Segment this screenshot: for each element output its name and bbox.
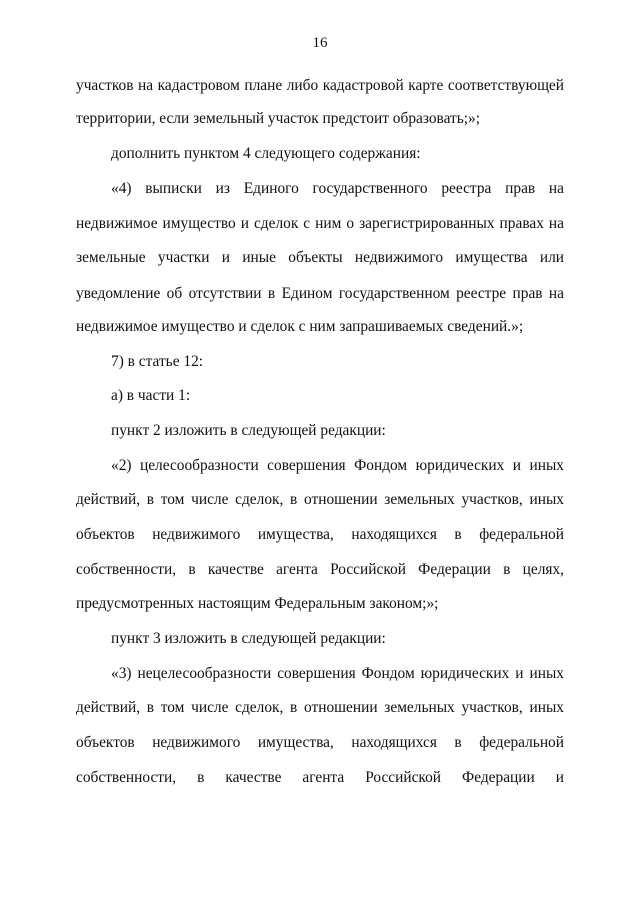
text-line: «2) целесообразности совершения Фондом юридических и иных: [111, 457, 564, 474]
text-line: недвижимое имущество и сделок с ним о зарегистрированных правах на: [76, 215, 564, 232]
text-line: собственности, в качестве агента Российской Федерации и: [76, 769, 564, 786]
text-line: участков на кадастровом плане либо кадастровой карте соответствующей: [76, 77, 564, 94]
text-line: а) в части 1:: [111, 387, 191, 404]
text-line: пункт 2 изложить в следующей редакции:: [111, 422, 386, 439]
text-line: недвижимое имущество и сделок с ним запрашиваемых сведений.»;: [76, 318, 524, 335]
text-line: объектов недвижимого имущества, находящихся в федеральной: [76, 526, 564, 543]
text-line: пункт 3 изложить в следующей редакции:: [111, 630, 386, 647]
text-line: предусмотренных настоящим Федеральным законом;»;: [76, 595, 439, 612]
text-line: действий, в том числе сделок, в отношении земельных участков, иных: [76, 699, 564, 716]
text-line: «4) выписки из Единого государственного реестра прав на: [111, 180, 564, 197]
text-line: объектов недвижимого имущества, находящихся в федеральной: [76, 734, 564, 751]
text-line: действий, в том числе сделок, в отношении земельных участков, иных: [76, 491, 564, 508]
page-number: 16: [312, 35, 328, 51]
text-line: 7) в статье 12:: [111, 353, 204, 370]
text-line: собственности, в качестве агента Российской Федерации в целях,: [76, 561, 564, 578]
text-line: дополнить пунктом 4 следующего содержания:: [111, 145, 421, 162]
text-line: «3) нецелесообразности совершения Фондом юридических и иных: [111, 665, 564, 682]
text-line: земельные участки и иные объекты недвижимого имущества или: [76, 249, 564, 266]
text-line: территории, если земельный участок предстоит образовать;»;: [76, 110, 481, 127]
text-line: уведомление об отсутствии в Едином государственном реестре прав на: [76, 285, 564, 302]
